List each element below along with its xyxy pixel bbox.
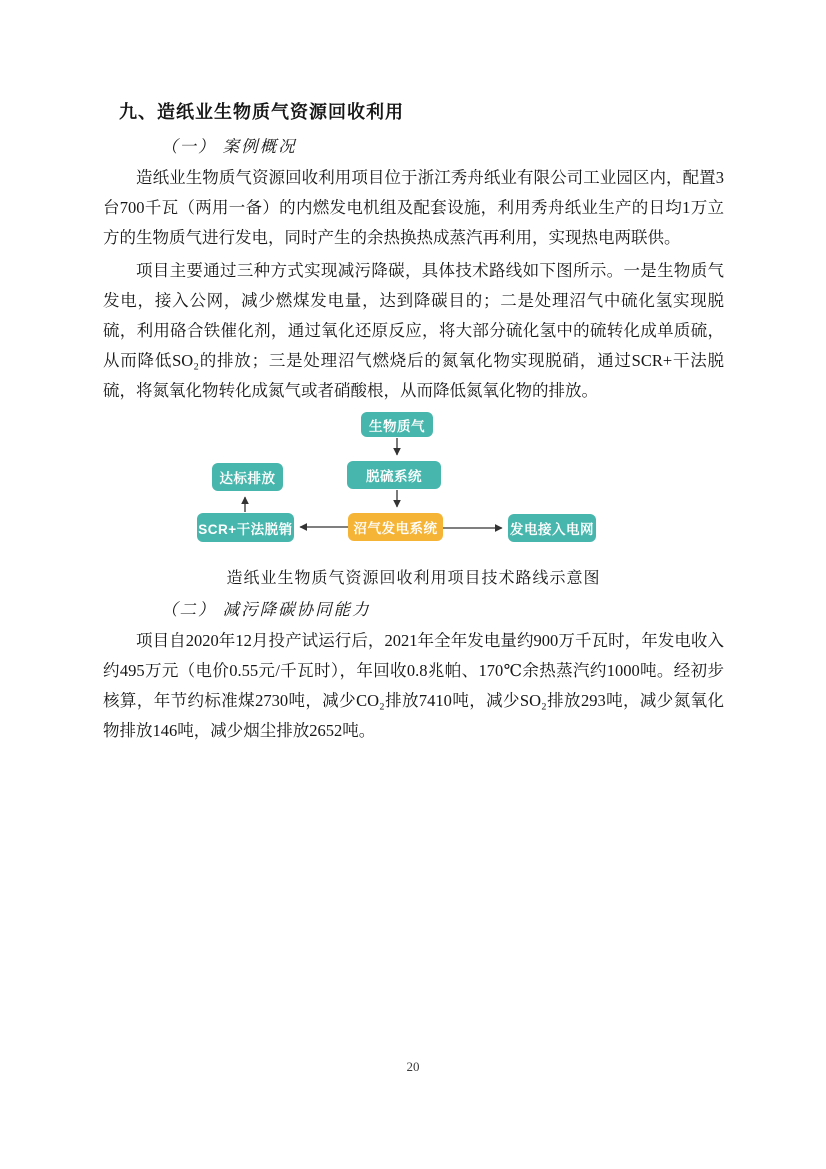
page-title: 九、造纸业生物质气资源回收利用 <box>119 102 404 122</box>
diagram-node-biomass-gas: 生物质气 <box>361 412 433 437</box>
diagram-node-desulfurization-system: 脱硫系统 <box>347 461 441 489</box>
subheading-synergy-capability: （二） 减污降碳协同能力 <box>161 600 371 619</box>
figure-caption: 造纸业生物质气资源回收利用项目技术路线示意图 <box>226 570 601 587</box>
diagram-node-biogas-power-system: 沼气发电系统 <box>348 513 443 541</box>
paragraph-operation-results: 项目自2020年12月投产试运行后，2021年全年发电量约900万千瓦时，年发电收入约495万元（电价0.55元/千瓦时），年回收0.8兆帕、170℃余热蒸汽约1000吨。经初步核算，年节约标准煤2730吨，减少CO₂排放7410吨，减少SO₂排放293吨，减少氮氧化物排放146吨，减少烟尘排放2652吨。 <box>103 631 724 740</box>
subheading-case-overview: （一） 案例概况 <box>161 137 297 156</box>
paragraph-technical-route: 项目主要通过三种方式实现减污降碳，具体技术路线如下图所示。一是生物质气发电，接入公网，减少燃煤发电量，达到降碳目的；二是处理沼气中硫化氢实现脱硫，利用硌合铁催化剂，通过氧化还原反应，将大部分硫化氢中的硫转化成单质硫，从而降低SO₂的排放；三是处理沼气燃烧后的氮氧化物实现脱硝，通过SCR+干法脱硫，将氮氧化物转化成氮气或者硝酸根，从而降低氮氧化物的排放。 <box>103 261 724 400</box>
paragraph-project-intro: 造纸业生物质气资源回收利用项目位于浙江秀舟纸业有限公司工业园区内，配置3台700千瓦（两用一备）的内燃发电机组及配套设施，利用秀舟纸业生产的日均1万立方的生物质气进行发电，同时产生的余热换热成蒸汽再利用，实现热电两联供。 <box>103 168 724 247</box>
diagram-node-scr-dry-denox: SCR+干法脱销 <box>197 513 294 542</box>
page-number: 20 <box>406 1059 420 1074</box>
technical-route-diagram <box>103 409 724 552</box>
diagram-node-compliant-emission: 达标排放 <box>212 463 283 491</box>
document-content <box>103 99 724 746</box>
diagram-node-grid-connection: 发电接入电网 <box>508 514 596 542</box>
